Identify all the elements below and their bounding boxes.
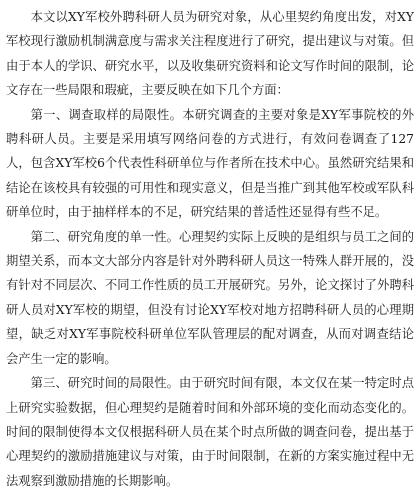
document-page xyxy=(6,5,414,493)
paragraph-sampling-limitation xyxy=(6,103,414,225)
paragraph-intro-text: 本文以XY军校外聘科研人员为研究对象，从心里契约角度出发，对XY军校现行激励机制满意度与需求关注程度进行了研究，提出建议与对策。但由于本人的学识、研究水平，以及收集研究资料和论文写作时间的限制，论文存在一些局限和瑕疵，主要反映在如下几个方面： xyxy=(6,10,414,98)
paragraph-intro xyxy=(6,5,414,103)
paragraph-perspective-limitation xyxy=(6,225,414,371)
paragraph-sampling-limitation-text: 第一、调查取样的局限性。本研究调查的主要对象是XY军事院校的外聘科研人员。主要是采用填写网络问卷的方式进行，有效问卷调查了127人，包含XY军校6个代表性科研单位与作者所在技术中心。虽然研究结果和结论在该校具有较强的可用性和现实意义，但是当推广到其他军校或军队科研单位时，由于抽样样本的不足，研究结果的普适性还显得有些不足。 xyxy=(6,107,414,220)
paragraph-time-limitation-text: 第三、研究时间的局限性。由于研究时间有限，本文仅在某一特定时点上研究实验数据，但心理契约是随着时间和外部环境的变化而动态变化的。时间的限制使得本文仅根据科研人员在某个时点所做的调查问卷，提出基于心理契约的激励措施建议与对策，由于时间限制，在新的方案实施过程中无法观察到激励措施的长期影响。 xyxy=(6,376,414,488)
paragraph-time-limitation xyxy=(6,371,414,493)
paragraph-perspective-limitation-text: 第二、研究角度的单一性。心理契约实际上反映的是组织与员工之间的期望关系，而本文大部分内容是针对外聘科研人员这一特殊人群开展的，没有针对不同层次、不同工作性质的员工开展研究。另外，论文探讨了外聘科研人员对XY军校的期望，但没有讨论XY军校对地方招聘科研人员的心理期望，缺乏对XY军事院校科研单位军队管理层的配对调查，从而对调查结论会产生一定的影响。 xyxy=(6,229,414,366)
